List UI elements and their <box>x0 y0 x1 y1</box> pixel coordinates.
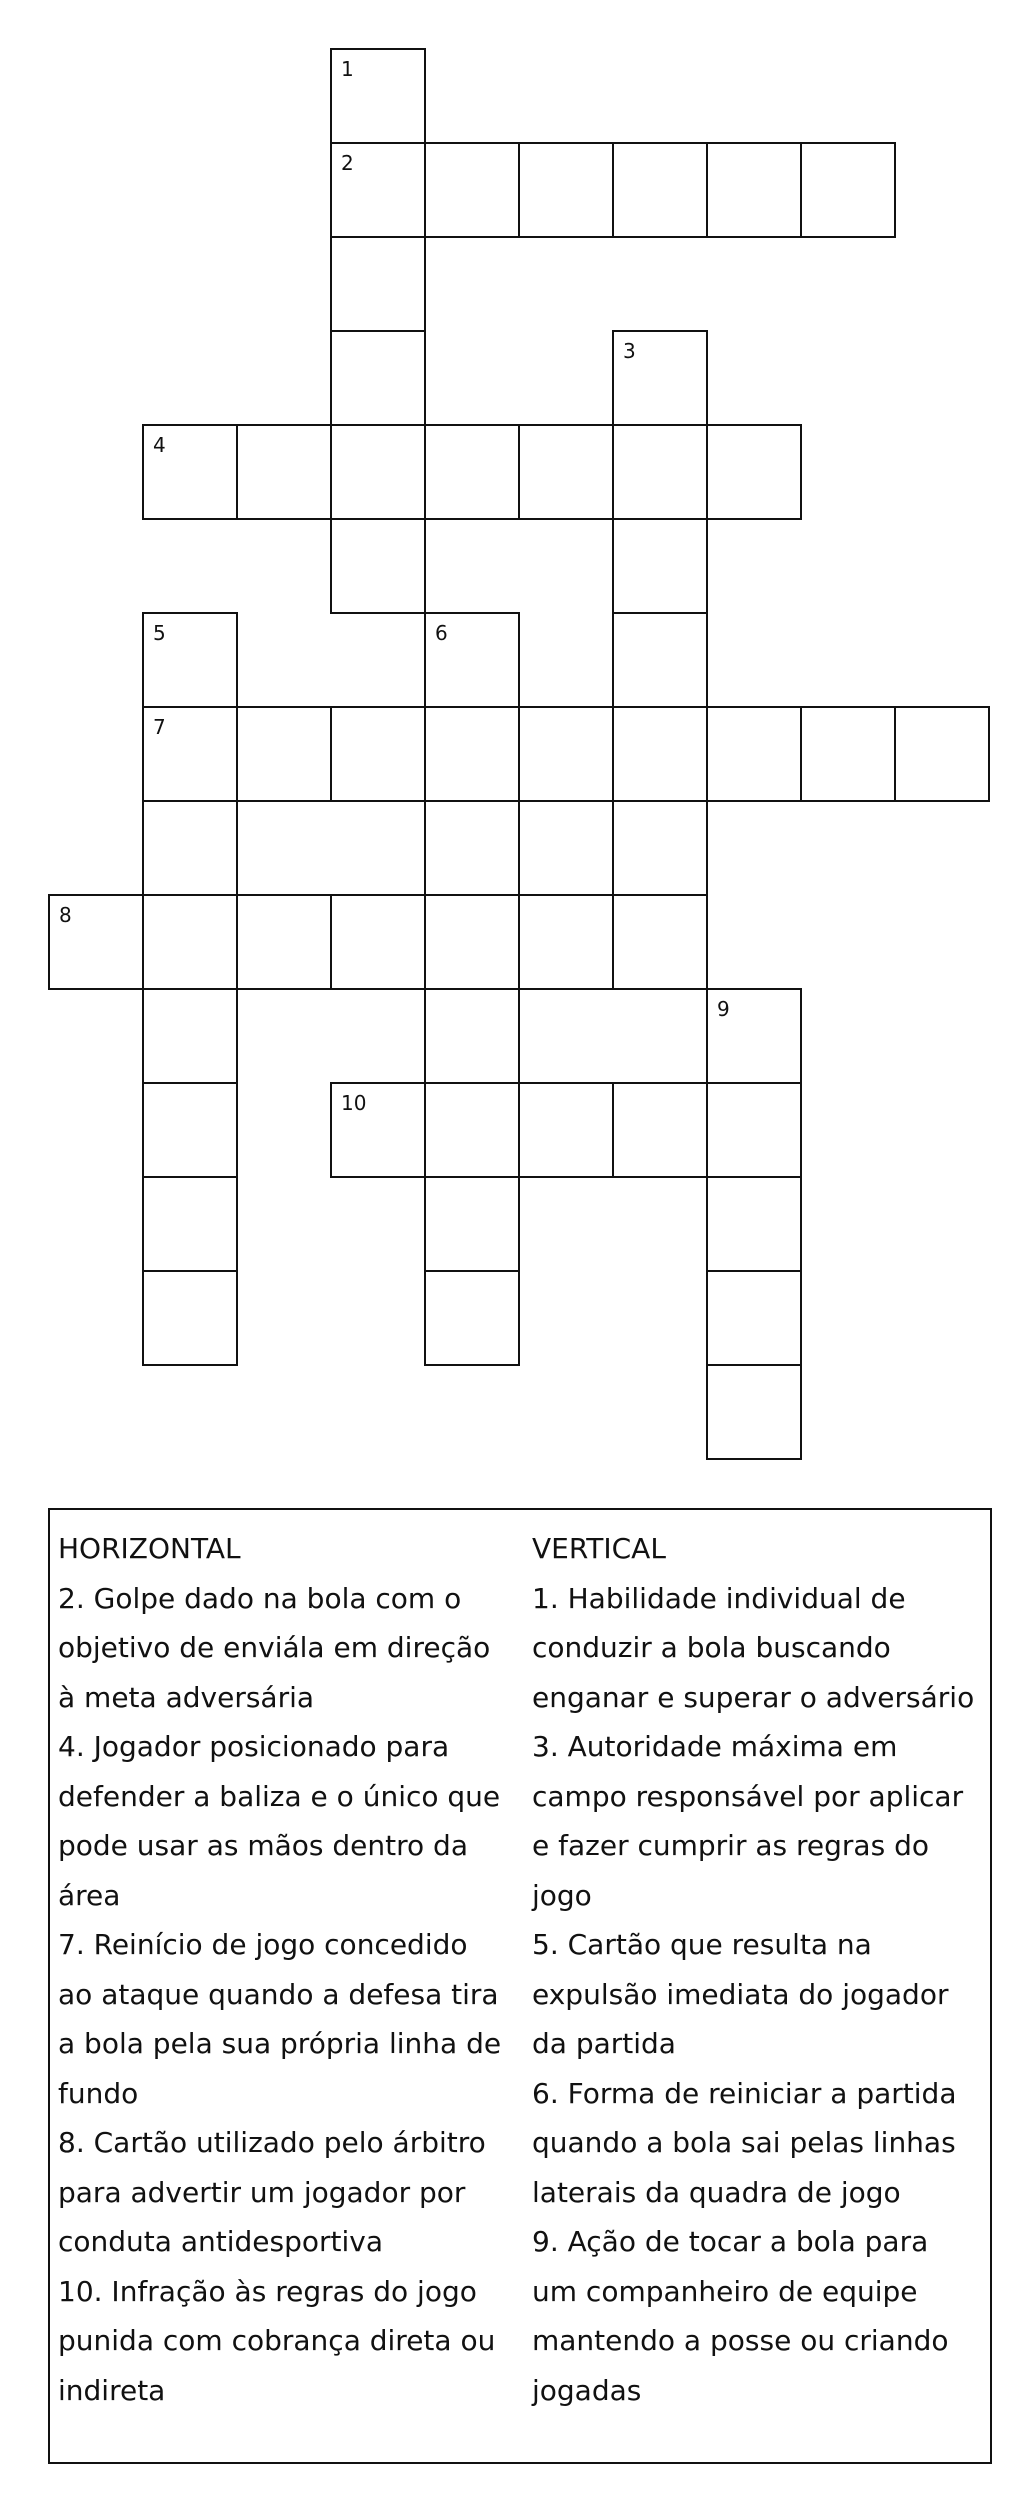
crossword-cell[interactable] <box>612 800 708 896</box>
crossword-cell[interactable] <box>330 518 426 614</box>
crossword-cell[interactable] <box>330 706 426 802</box>
crossword-cell[interactable] <box>424 1082 520 1178</box>
crossword-cell[interactable] <box>142 800 238 896</box>
crossword-cell[interactable] <box>612 424 708 520</box>
crossword-cell[interactable] <box>424 988 520 1084</box>
crossword-cell[interactable] <box>800 142 896 238</box>
crossword-cell[interactable] <box>612 612 708 708</box>
vertical-heading: VERTICAL <box>532 1532 666 1565</box>
clue-number: 8 <box>59 903 72 927</box>
clue-horizontal-7: 7. Reinício de jogo concedido ao ataque quando a defesa tira a bola pela sua própria linha de fundo <box>58 1928 502 2110</box>
clue-number: 5 <box>153 621 166 645</box>
clue-vertical-6: 6. Forma de reiniciar a partida quando a bola sai pelas linhas laterais da quadra de jogo <box>532 2076 957 2209</box>
crossword-cell[interactable] <box>424 706 520 802</box>
crossword-cell[interactable] <box>518 706 614 802</box>
crossword-cell[interactable] <box>424 424 520 520</box>
crossword-cell[interactable] <box>706 1082 802 1178</box>
clue-horizontal-8: 8. Cartão utilizado pelo árbitro para advertir um jogador por conduta antidesportiva <box>58 2126 486 2258</box>
crossword-cell[interactable] <box>330 236 426 332</box>
horizontal-clues <box>58 1524 508 2415</box>
crossword-cell[interactable] <box>142 612 238 708</box>
clue-number: 6 <box>435 621 448 645</box>
crossword-cell[interactable] <box>236 706 332 802</box>
crossword-cell[interactable] <box>424 612 520 708</box>
crossword-cell[interactable] <box>48 894 144 990</box>
crossword-cell[interactable] <box>612 894 708 990</box>
crossword-cell[interactable] <box>142 1270 238 1366</box>
crossword-cell[interactable] <box>706 1364 802 1460</box>
crossword-cell[interactable] <box>612 1082 708 1178</box>
clue-vertical-5: 5. Cartão que resulta na expulsão imediata do jogador da partida <box>532 1928 949 2060</box>
crossword-cell[interactable] <box>424 894 520 990</box>
clue-vertical-9: 9. Ação de tocar a bola para um companheiro de equipe mantendo a posse ou criando jogadas <box>532 2225 949 2407</box>
crossword-cell[interactable] <box>424 800 520 896</box>
crossword-cell[interactable] <box>612 142 708 238</box>
horizontal-heading: HORIZONTAL <box>58 1532 241 1565</box>
crossword-cell[interactable] <box>142 894 238 990</box>
crossword-cell[interactable] <box>330 330 426 426</box>
vertical-clues <box>532 1524 982 2415</box>
clue-horizontal-2: 2. Golpe dado na bola com o objetivo de enviála em direção à meta adversária <box>58 1581 491 1714</box>
crossword-cell[interactable] <box>142 424 238 520</box>
crossword-cell[interactable] <box>612 518 708 614</box>
crossword-cell[interactable] <box>424 1270 520 1366</box>
crossword-cell[interactable] <box>330 142 426 238</box>
crossword-cell[interactable] <box>330 1082 426 1178</box>
crossword-cell[interactable] <box>236 424 332 520</box>
crossword-cell[interactable] <box>518 1082 614 1178</box>
crossword-cell[interactable] <box>706 142 802 238</box>
crossword-cell[interactable] <box>236 894 332 990</box>
crossword-cell[interactable] <box>706 424 802 520</box>
crossword-cell[interactable] <box>424 142 520 238</box>
clue-vertical-3: 3. Autoridade máxima em campo responsável por aplicar e fazer cumprir as regras do jogo <box>532 1730 964 1912</box>
clues-box <box>48 1508 992 2464</box>
crossword-cell[interactable] <box>518 142 614 238</box>
crossword-cell[interactable] <box>142 1082 238 1178</box>
clue-number: 7 <box>153 715 166 739</box>
crossword-cell[interactable] <box>330 424 426 520</box>
crossword-cell[interactable] <box>142 1176 238 1272</box>
clue-number: 9 <box>717 997 730 1021</box>
crossword-cell[interactable] <box>518 424 614 520</box>
crossword-cell[interactable] <box>706 988 802 1084</box>
crossword-cell[interactable] <box>612 706 708 802</box>
clue-vertical-1: 1. Habilidade individual de conduzir a bola buscando enganar e superar o adversário <box>532 1581 975 1714</box>
crossword-cell[interactable] <box>330 894 426 990</box>
crossword-cell[interactable] <box>612 330 708 426</box>
crossword-cell[interactable] <box>424 1176 520 1272</box>
clue-number: 4 <box>153 433 166 457</box>
crossword-cell[interactable] <box>706 706 802 802</box>
clue-number: 1 <box>341 57 354 81</box>
clue-number: 10 <box>341 1091 367 1115</box>
crossword-cell[interactable] <box>142 988 238 1084</box>
crossword-cell[interactable] <box>706 1270 802 1366</box>
clue-number: 3 <box>623 339 636 363</box>
crossword-cell[interactable] <box>800 706 896 802</box>
crossword-cell[interactable] <box>330 48 426 144</box>
clue-horizontal-10: 10. Infração às regras do jogo punida com cobrança direta ou indireta <box>58 2274 496 2407</box>
crossword-cell[interactable] <box>706 1176 802 1272</box>
clue-horizontal-4: 4. Jogador posicionado para defender a baliza e o único que pode usar as mãos dentro da área <box>58 1730 501 1912</box>
crossword-cell[interactable] <box>142 706 238 802</box>
clue-number: 2 <box>341 151 354 175</box>
crossword-cell[interactable] <box>894 706 990 802</box>
crossword-cell[interactable] <box>518 894 614 990</box>
